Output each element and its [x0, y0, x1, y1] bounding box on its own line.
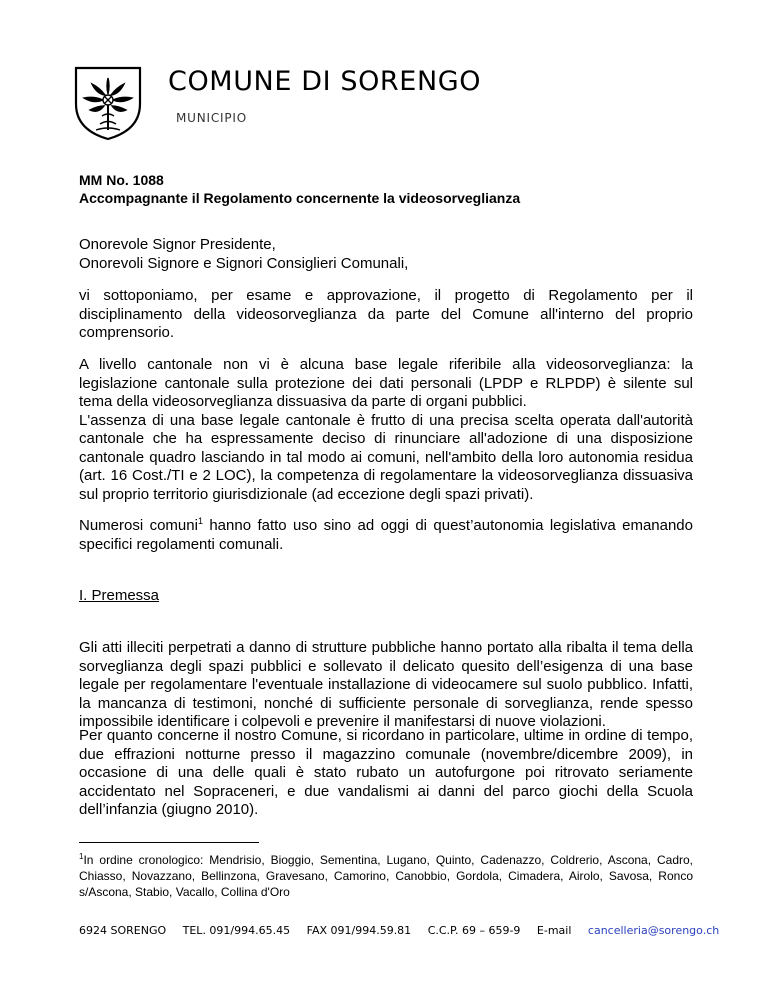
footer-email-label: E-mail — [536, 924, 572, 937]
paragraph-incidents: Per quanto concerne il nostro Comune, si ricordano in particolare, ultime in ordine di tempo, due effrazioni notturne presso il magazzino comunale (novembre/dicembre 2009), in occasione di una delle quali è stato rubato un autofurgone poi ritrovato seriamente accidentato nel Sopraceneri, e due vandalismi ai danni del parco giochi della Scuola dell’infanzia (giugno 2010). — [79, 727, 693, 818]
footnote-marker: 1 — [79, 852, 84, 861]
footer-phone: TEL. 091/994.65.45 — [182, 924, 291, 937]
footer-email — [537, 924, 719, 937]
salutation-line-1: Onorevole Signor Presidente, — [79, 236, 276, 253]
paragraph-intro: vi sottoponiamo, per esame e approvazione, il progetto di Regolamento per il disciplinamento della videosorveglianza da parte del Comune all'interno del proprio comprensorio. — [79, 287, 693, 341]
memo-number: MM No. 1088 — [79, 172, 164, 188]
memo-heading — [79, 171, 520, 207]
coat-of-arms-logo — [72, 64, 144, 142]
paragraph-cantonal — [79, 356, 693, 504]
paragraph-cantonal-a: A livello cantonale non vi è alcuna base legale riferibile alla videosorveglianza: la legislazione cantonale sulla protezione dei dati personali (LPDP e RLPDP) è silente sul tema della videosorveglianza dissuasiva da parte di organi pubblici. — [79, 356, 693, 410]
section-heading: I. Premessa — [79, 587, 160, 604]
paragraph-municipalities-start: Numerosi comuni — [79, 517, 198, 534]
footer-address: 6924 SORENGO — [79, 924, 167, 937]
letterhead-footer — [79, 924, 719, 937]
footnote-divider — [79, 842, 259, 843]
footnote-reference: 1 — [197, 516, 203, 526]
municipality-title: COMUNE DI SORENGO — [168, 66, 482, 97]
municipality-subtitle: MUNICIPIO — [176, 111, 247, 125]
memo-subject: Accompagnante il Regolamento concernente la videosorveglianza — [79, 190, 521, 206]
paragraph-premise: Gli atti illeciti perpetrati a danno di strutture pubbliche hanno portato alla ribalta il tema della sorveglianza degli spazi pubblici e sollevato il delicato quesito dell’esigenza di una base legale per regolamentare l'eventuale installazione di videocamere sul suolo pubblico. Infatti, la mancanza di testimoni, nonché di sufficiente personale di sorveglianza, rende spesso impossibile identificare i colpevoli e prevenire il manifestarsi di nuove violazioni. — [79, 639, 693, 730]
footer-email-link[interactable]: cancelleria@sorengo.ch — [587, 924, 720, 937]
footnote — [79, 852, 693, 900]
paragraph-municipalities-end: hanno fatto uso sino ad oggi di quest’autonomia legislativa emanando specifici regolamenti comunali. — [79, 517, 693, 553]
salutation-line-2: Onorevoli Signore e Signori Consiglieri Comunali, — [79, 254, 409, 272]
salutation — [79, 236, 693, 273]
paragraph-municipalities — [79, 517, 693, 554]
footer-postal-account: C.C.P. 69 – 659-9 — [427, 924, 521, 937]
footer-fax: FAX 091/994.59.81 — [306, 924, 412, 937]
footnote-text: In ordine cronologico: Mendrisio, Bioggio, Sementina, Lugano, Quinto, Cadenazzo, Coldrerio, Ascona, Cadro, Chiasso, Novazzano, Bellinzona, Gravesano, Camorino, Canobbio, Gordola, Cimadera, Airolo, Savosa, Ronco s/Ascona, Stabio, Vacallo, Collina d'Oro — [79, 853, 693, 899]
paragraph-cantonal-b: L'assenza di una base legale cantonale è frutto di una precisa scelta operata dall'autorità cantonale che ha espressamente deciso di rinunciare all'adozione di una disposizione cantonale quadro lasciando in tal modo ai comuni, nell'ambito della loro autonomia residua (art. 16 Cost./TI e 2 LOC), la competenza di regolamentare la videosorveglianza dissuasiva sul proprio territorio giurisdizionale (ad eccezione degli spazi privati). — [79, 411, 693, 503]
